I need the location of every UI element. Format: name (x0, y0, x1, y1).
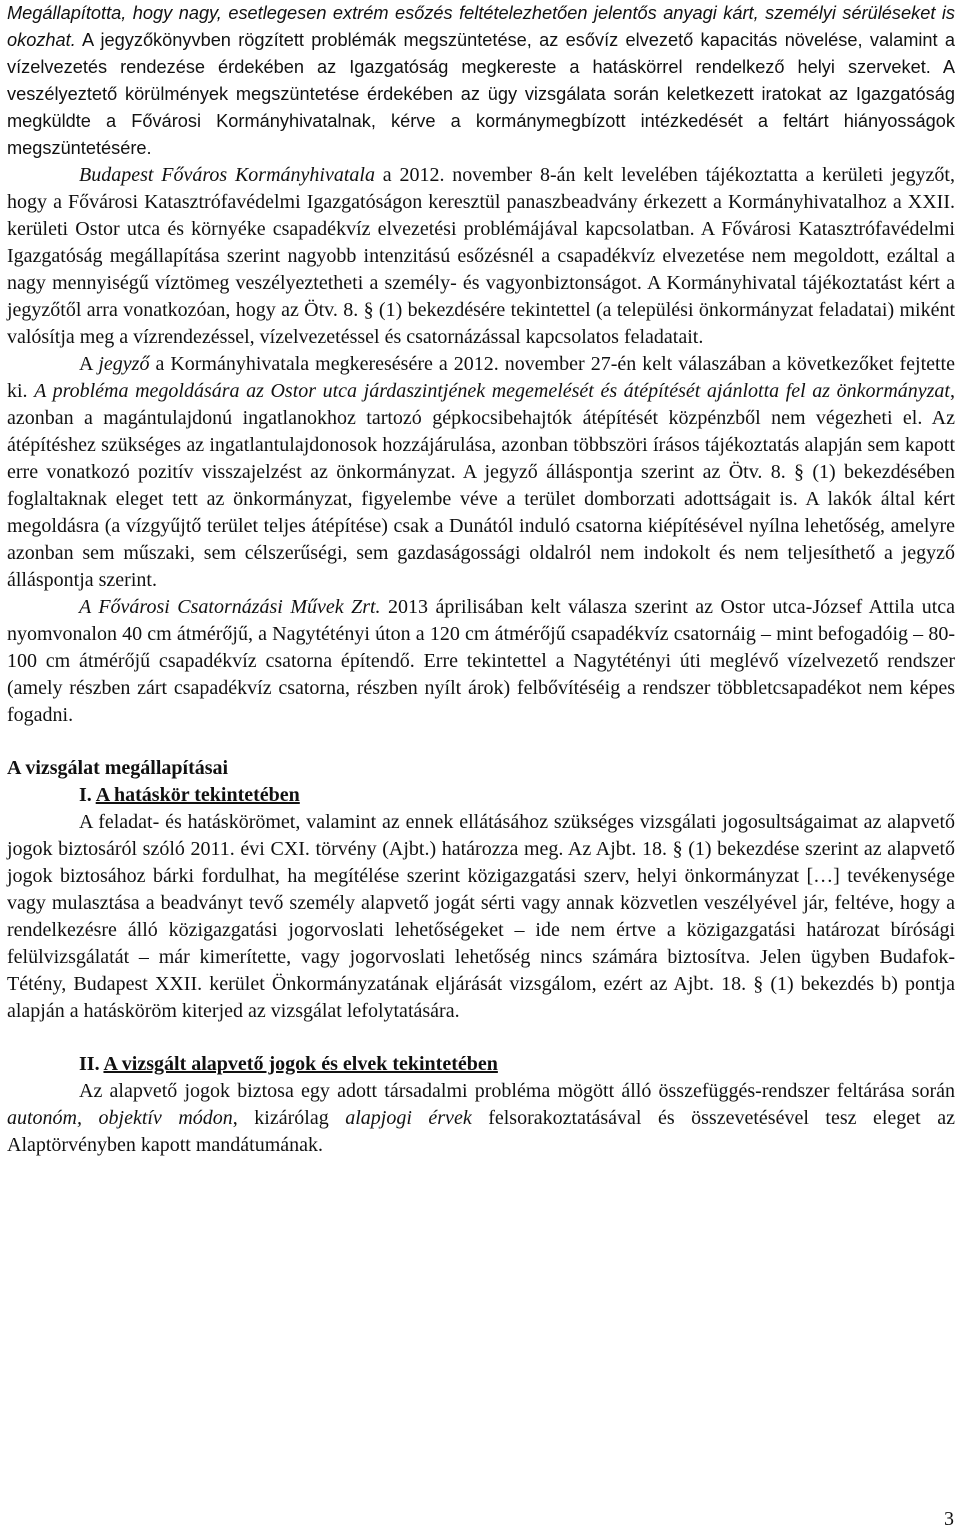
paragraph-alapjogok (7, 1078, 955, 1159)
italic-text: Megállapította, hogy nagy, esetlegesen extrém esőzés feltételezhetően jelentős anyagi kárt, személyi sérüléseket is okozhat. (7, 3, 955, 50)
paragraph-text: felsorakoztatásával és összevetésével tesz eleget az Alaptörvényben kapott mandátumának. (7, 1107, 956, 1156)
spacer (7, 729, 955, 755)
document-page (7, 0, 955, 1159)
paragraph-hataskor (7, 809, 955, 1025)
heading-title: A vizsgált alapvető jogok és elvek tekintetében (103, 1053, 498, 1075)
paragraph-text: 2013 áprilisában kelt válasza szerint az Ostor utca-József Attila utca nyomvonalon 40 cm átmérőjű, a Nagytétényi úton a 120 cm átmérőjű csapadékvíz csatornáig – mint befogadóig – 80-100 cm átmérőjű csapadékvíz csatorna építendő. Erre tekintettel a Nagytétényi úti meglévő vízelvezető rendszer (amely részben zárt csapadékvíz csatorna, részben nyílt árok) felbővítéséig a rendszer többletcsapadékot nem képes fogadni. (7, 596, 956, 726)
heading-number: II. (79, 1053, 104, 1075)
paragraph-text: , kizárólag (232, 1107, 346, 1129)
paragraph-findings-1 (7, 0, 955, 162)
paragraph-text: a 2012. november 8-án kelt levelében tájékoztatta a kerületi jegyzőt, hogy a Fővárosi Katasztrófavédelmi Igazgatóságon keresztül panaszbeadvány érkezett a Kormányhivatalhoz a XXII. kerületi Ostor utca és környéke csapadékvíz elvezetési problémájával kapcsolatban. A Fővárosi Katasztrófavédelmi Igazgatóság megállapítása szerint nagyobb intenzitású esőzésnél a csapadékvíz elvezetése nem megoldott, ezáltal a nagy mennyiségű víztömeg veszélyeztetheti a személy- és vagyonbiztonságot. A Kormányhivatal tájékoztatást kért a jegyzőtől arra vonatkozóan, hogy az Ötv. 8. § (1) bekezdésére tekintettel (a települési önkormányzat feladatai) miként valósítja meg a vízrendezéssel, vízelvezetéssel és csatornázással kapcsolatos feladatait. (7, 164, 955, 348)
italic-text: Budapest Főváros Kormányhivatala (79, 164, 375, 186)
section-heading-main: A vizsgálat megállapításai (7, 757, 229, 779)
paragraph-text: A jegyzőkönyvben rögzített problémák megszüntetése, az esővíz elvezető kapacitás növelése, valamint a vízelvezetés rendezése érdekében az Igazgatóság megkereste a hatáskörrel rendelkező helyi szerveket. A veszélyeztető körülmények megszüntetése érdekében az ügy vizsgálata során keletkezett iratokat az Igazgatóság megküldte a Fővárosi Kormányhivatalnak, kérve a kormánymegbízott intézkedését a feltárt hiányosságok megszüntetésére. (7, 30, 955, 158)
paragraph-text: A (79, 353, 99, 375)
spacer (7, 1025, 955, 1051)
italic-text: alapjogi érvek (345, 1107, 472, 1129)
italic-text: jegyző (98, 353, 150, 375)
section-heading-1 (79, 782, 955, 809)
italic-text: autonóm, objektív módon (7, 1107, 233, 1129)
page-number: 3 (944, 1508, 954, 1530)
heading-number: I. (79, 784, 96, 806)
italic-text: A Fővárosi Csatornázási Művek Zrt. (79, 596, 381, 618)
paragraph-csatornazasi-muvek (7, 594, 955, 729)
paragraph-text: a Kormányhivatala megkeresésére a 2012. november 27-én kelt válaszában a következőket fejtette ki. (7, 353, 955, 402)
italic-text: A probléma megoldására az Ostor utca járdaszintjének megemelését és átépítését ajánlotta fel az önkormányzat (34, 380, 950, 402)
paragraph-text: A feladat- és hatáskörömet, valamint az ennek ellátásához szükséges vizsgálati jogosultságaimat az alapvető jogok biztosáról szóló 2011. évi CXI. törvény (Ajbt.) határozza meg. Az Ajbt. 18. § (1) bekezdése szerint az alapvető jogok biztosához bárki fordulhat, ha megítélése szerint közigazgatási szerv, helyi önkormányzat […] tevékenysége vagy mulasztása a beadványt tevő személy alapvető jogát sérti vagy annak közvetlen veszélyével jár, feltéve, hogy a rendelkezésre álló közigazgatási jogorvoslati lehetőségeket – ide nem értve a közigazgatási határozat bírósági felülvizsgálatát – már kimerítette, vagy jogorvoslati lehetőség nincs számára biztosítva. Jelen ügyben Budafok-Tétény, Budapest XXII. kerület Önkormányzatának eljárását vizsgálom, ezért az Ajbt. 18. § (1) bekezdés b) pontja alapján a hatásköröm kiterjed az vizsgálat lefolytatására. (7, 811, 955, 1022)
paragraph-jegyzo (7, 351, 955, 594)
paragraph-kormanyhivatal (7, 162, 955, 351)
paragraph-text: , azonban a magántulajdonú ingatlanokhoz tartozó gépkocsibehajtók átépítését közpénzből nem végezheti el. Az átépítéshez szükséges az ingatlantulajdonosok hozzájárulása, azonban többszöri írásos tájékoztatás alapján sem kapott erre vonatkozó pozitív visszajelzést az önkormányzat. A jegyző álláspontja szerint az Ötv. 8. § (1) bekezdésében foglaltaknak eleget tett az önkormányzat, figyelembe véve a terület domborzati adottságait is. A lakók által kért megoldásra (a vízgyűjtő terület teljes átépítése) csak a Dunától induló csatorna kiépítésével nyílna lehetőség, amelyre azonban sem műszaki, sem célszerűségi, sem gazdaságossági oldalról nem indokolt és nem teljesíthető a jegyző álláspontja szerint. (7, 380, 955, 591)
heading-title: A hatáskör tekintetében (95, 784, 300, 806)
paragraph-text: Az alapvető jogok biztosa egy adott társadalmi probléma mögött álló összefüggés-rendszer feltárása során (79, 1080, 955, 1102)
section-heading-2 (79, 1051, 955, 1078)
